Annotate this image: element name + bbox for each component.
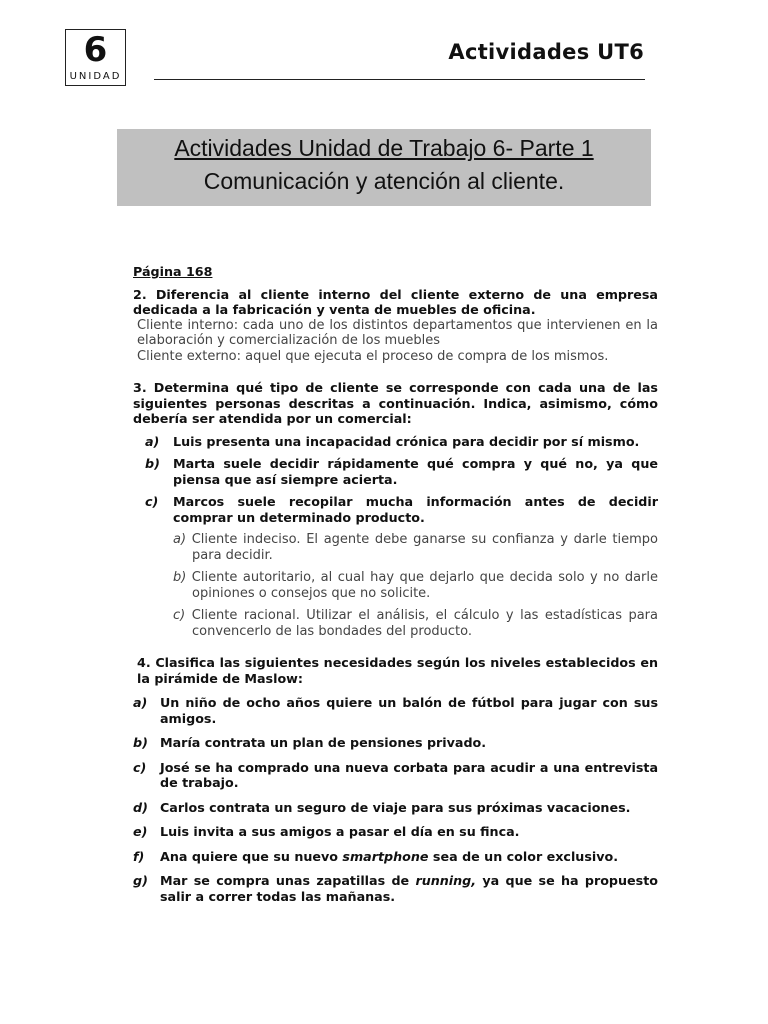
item-letter: d) [133,799,148,815]
item-text-after: ya que se ha propuesto salir a correr todas las mañanas. [160,873,658,904]
title-band [117,129,651,206]
item-text [160,849,658,865]
item-text: Marta suele decidir rápidamente qué compra y qué no, ya que piensa que así siempre acierta. [173,456,658,487]
answer-item [173,608,658,639]
question-4-items [133,695,658,904]
list-item [133,800,658,816]
answer-text: Cliente autoritario, al cual hay que dejarlo que decida solo y no darle opiniones o consejos que no solicite. [191,570,658,601]
item-text-emphasis: smartphone [342,848,429,864]
item-text [160,873,658,904]
list-item [145,434,658,450]
answer-item [173,570,658,601]
answer-item [173,532,658,563]
unit-badge [65,29,126,86]
document-subtitle: Comunicación y atención al cliente. [203,168,565,194]
unit-number: 6 [83,30,108,70]
item-text-before: Mar se compra unas zapatillas de [160,873,416,888]
list-item [133,873,658,904]
header-divider [154,79,645,80]
list-item [133,824,658,840]
answer-3 [173,532,658,639]
page-reference: Página 168 [133,264,213,279]
item-text: Luis presenta una incapacidad crónica para decidir por sí mismo. [173,433,640,449]
item-text-emphasis: running, [415,873,477,888]
item-letter: c) [145,494,159,509]
list-item [133,735,658,751]
list-item [133,695,658,726]
item-text: Carlos contrata un seguro de viaje para sus próximas vacaciones. [160,799,631,815]
document-title: Actividades Unidad de Trabajo 6- Parte 1 [174,135,594,161]
item-text: María contrata un plan de pensiones privado. [160,735,487,750]
item-letter: c) [133,759,147,775]
item-text-before: Ana quiere que su nuevo [160,848,343,864]
item-text: José se ha comprado una nueva corbata para acudir a una entrevista de trabajo. [160,759,658,790]
item-text: Un niño de ocho años quiere un balón de fútbol para jugar con sus amigos. [160,695,658,726]
list-item [145,494,658,525]
document-body [133,264,658,904]
item-letter: f) [133,848,145,864]
item-text-after: sea de un color exclusivo. [428,848,619,864]
list-item [133,760,658,791]
answer-letter: c) [173,608,186,623]
item-letter: b) [145,456,160,471]
answer-2 [137,318,658,365]
list-item [133,849,658,865]
answer-text: Cliente racional. Utilizar el análisis, el cálculo y las estadísticas para convencerlo de las bondades del producto. [191,608,658,639]
item-letter: b) [133,735,148,750]
item-text: Luis invita a sus amigos a pasar el día en su finca. [160,824,520,839]
question-3-items [133,434,658,526]
answer-2-external: Cliente externo: aquel que ejecuta el proceso de compra de los mismos. [137,348,609,364]
answer-text: Cliente indeciso. El agente debe ganarse su confianza y darle tiempo para decidir. [191,532,659,563]
question-2: 2. Diferencia al cliente interno del cliente externo de una empresa dedicada a la fabricación y venta de muebles de oficina. [133,286,658,317]
item-letter: a) [145,433,160,449]
list-item [145,456,658,487]
item-letter: e) [133,824,148,839]
question-3: 3. Determina qué tipo de cliente se corresponde con cada una de las siguientes personas descritas a continuación. Indica, asimismo, cómo debería ser atendida por un comercial: [133,380,658,426]
answer-letter: a) [173,532,187,547]
unit-label: UNIDAD [69,71,122,82]
question-4: 4. Clasifica las siguientes necesidades según los niveles establecidos en la pirámide de Maslow: [137,655,658,686]
item-letter: g) [133,873,148,888]
item-letter: a) [133,695,148,710]
answer-letter: b) [173,570,187,585]
answer-2-internal: Cliente interno: cada uno de los distintos departamentos que intervienen en la elaboración y comercialización de los muebles [137,317,658,348]
page-header-title: Actividades UT6 [448,40,644,64]
item-text: Marcos suele recopilar mucha información antes de decidir comprar un determinado producto. [173,494,658,525]
